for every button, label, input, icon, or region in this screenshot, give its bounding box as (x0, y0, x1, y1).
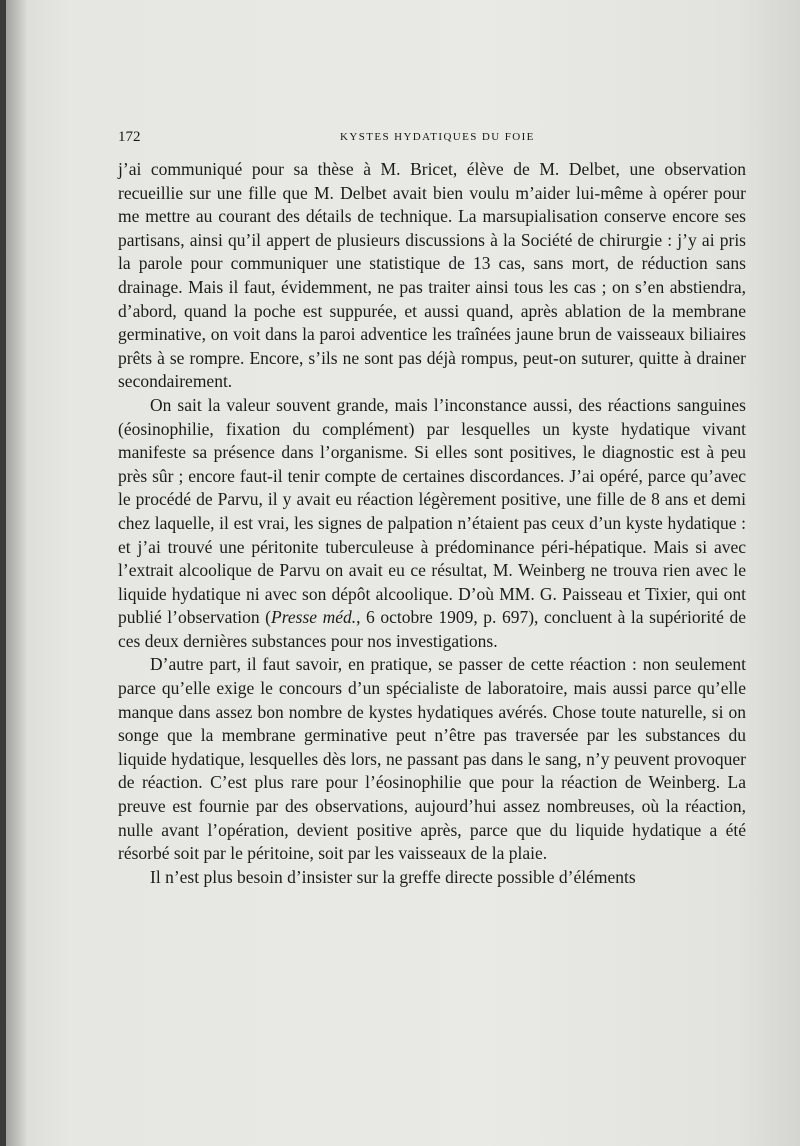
page-header (118, 129, 758, 149)
text-run: j’ai communiqué pour sa thèse à M. Bricet, élève de M. Delbet, une observation recueillie sur une fille que M. Delbet avait bien voulu m’aider lui-même à opérer pour me mettre au courant des détails de technique. La marsupialisation conserve encore ses partisans, ainsi qu’il appert de plusieurs discussions à la Société de chirurgie : j’y ai pris la parole pour communiquer une statistique de 13 cas, sans mort, de réduction sans drainage. Mais il faut, évidemment, ne pas traiter ainsi tous les cas ; on s’en abstiendra, d’abord, quand la poche est suppurée, et aussi quand, après ablation de la membrane germinative, on voit dans la paroi adventice les traînées jaune brun de vaisseaux biliaires prêts à se rompre. Encore, s’ils ne sont pas déjà rompus, peut-on suturer, quitte à drainer secondairement. (118, 159, 746, 392)
page-gutter-shadow (6, 0, 28, 1146)
running-head: KYSTES HYDATIQUES DU FOIE (340, 131, 535, 143)
paragraph (118, 653, 746, 865)
journal-title: Presse méd. (271, 607, 357, 628)
text-run: Il n’est plus besoin d’insister sur la greffe directe possible d’éléments (150, 866, 636, 887)
page-number: 172 (118, 129, 141, 145)
body-text (118, 158, 746, 889)
text-run: D’autre part, il faut savoir, en pratique, se passer de cette réaction : non seulement parce qu’elle exige le concours d’un spécialiste de laboratoire, mais aussi parce qu’elle manque dans assez bon nombre de kystes hydatiques avérés. Chose toute naturelle, si on songe que la membrane germinative peut n’être pas traversée par les substances du liquide hydatique, lesquelles dès lors, ne passant pas dans le sang, n’y peuvent provoquer de réaction. C’est plus rare pour l’éosinophilie que pour la réaction de Weinberg. La preuve est fournie par des observations, aujourd’hui assez nombreuses, où la réaction, nulle avant l’opération, devient positive après, parce que du liquide hydatique a été résorbé soit par le péritoine, soit par les vaisseaux de la plaie. (118, 654, 746, 864)
text-run: , 6 octobre 1909, p. 697), concluent à la supériorité de ces deux dernières substances pour nos investigations. (118, 607, 746, 651)
text-run: On sait la valeur souvent grande, mais l’inconstance aussi, des réactions sanguines (éosinophilie, fixation du complément) par lesquelles un kyste hydatique vivant manifeste sa présence dans l’organisme. Si elles sont positives, le diagnostic est à peu près sûr ; encore faut-il tenir compte de certaines discordances. J’ai opéré, parce qu’avec le procédé de Parvu, il y avait eu réaction légèrement positive, une fille de 8 ans et demi chez laquelle, il est vrai, les signes de palpation n’étaient pas ceux d’un kyste hydatique : et j’ai trouvé une péritonite tuberculeuse à prédominance péri-hépatique. Mais si avec l’extrait alcoolique de Parvu on avait eu ce résultat, M. Weinberg ne trouva rien avec le liquide hydatique ni avec son dépôt alcoolique. D’où MM. G. Paisseau et Tixier, qui ont publié l’observation ( (118, 394, 746, 628)
paragraph (118, 866, 746, 890)
paragraph (118, 394, 746, 654)
book-page (6, 0, 800, 1146)
paragraph (118, 158, 746, 394)
